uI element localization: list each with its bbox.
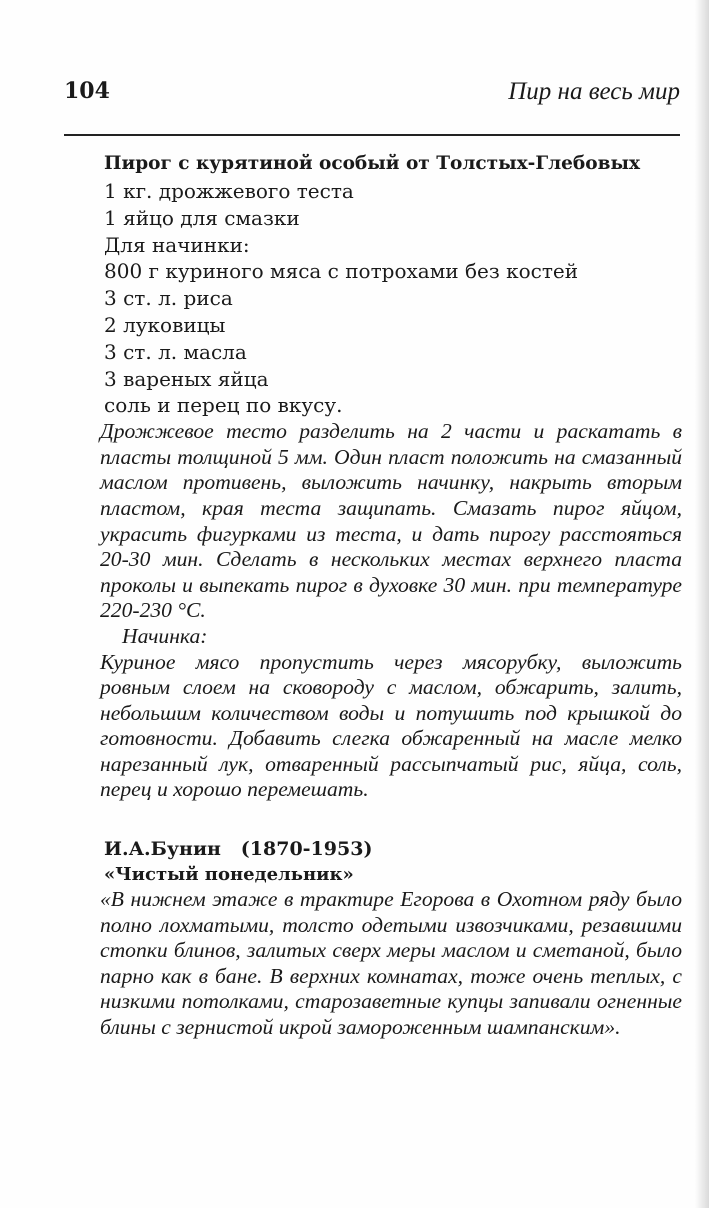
literary-quote: «В нижнем этаже в трактире Егорова в Охотном ряду было полно лохматыми, толсто одетыми извозчиками, резавшими стопки блинов, залитых сверх меры маслом и сметаной, было парно как в бане. В верхних комнатах, тоже очень теплых, с низкими потолками, старозаветные купцы запивали огненные блины с зернистой икрой замороженным шампанским». <box>100 887 682 1040</box>
ingredient-item: соль и перец по вкусу. <box>104 393 343 418</box>
ingredient-item: 1 кг. дрожжевого теста <box>104 179 354 203</box>
section-gap <box>104 803 682 836</box>
filling-instructions: Куриное мясо пропустить через мясорубку, выложить ровным слоем на сковороду с маслом, обжарить, залить, небольшим количеством воды и потушить под крышкой до готовности. Добавить слегка обжаренный на масле мелко нарезанный лук, отваренный рассыпчатый рис, яйца, соль, перец и хорошо перемешать. <box>100 649 682 802</box>
ingredient-item: 3 ст. л. масла <box>104 339 247 364</box>
ingredient-item: 2 луковицы <box>104 312 226 337</box>
ingredient-item: 3 вареных яйца <box>104 366 269 391</box>
ingredient-item: 800 г куриного мяса с потрохами без костей <box>104 259 579 284</box>
filling-heading: Начинка: <box>122 623 208 648</box>
ingredients-list <box>104 178 682 419</box>
ingredient-item: Для начинки: <box>104 232 250 257</box>
page-edge-shadow <box>695 0 709 1208</box>
page-content <box>100 150 682 1041</box>
recipe-title: Пирог с курятиной особый от Толстых-Глебовых <box>104 153 641 174</box>
work-title: «Чистый понедельник» <box>104 864 354 886</box>
ingredient-item: 1 яйцо для смазки <box>104 205 300 230</box>
running-title: Пир на весь мир <box>508 78 680 105</box>
recipe-instructions: Дрожжевое тесто разделить на 2 части и раскатать в пласты толщиной 5 мм. Один пласт положить на смазанный маслом противень, выложить начинку, накрыть вторым пластом, края теста защипать. Смазать пирог яйцом, украсить фигурками из теста, и дать пирогу расстояться 20-30 мин. Сделать в нескольких местах верхнего пласта проколы и выпекать пирог в духовке 30 мин. при температуре 220-230 °С. <box>100 419 682 623</box>
header-rule <box>64 134 680 136</box>
page-header <box>64 78 680 112</box>
author-name: И.А.Бунин (1870-1953) <box>104 838 373 861</box>
ingredient-item: 3 ст. л. риса <box>104 286 233 311</box>
page-number: 104 <box>64 78 110 104</box>
